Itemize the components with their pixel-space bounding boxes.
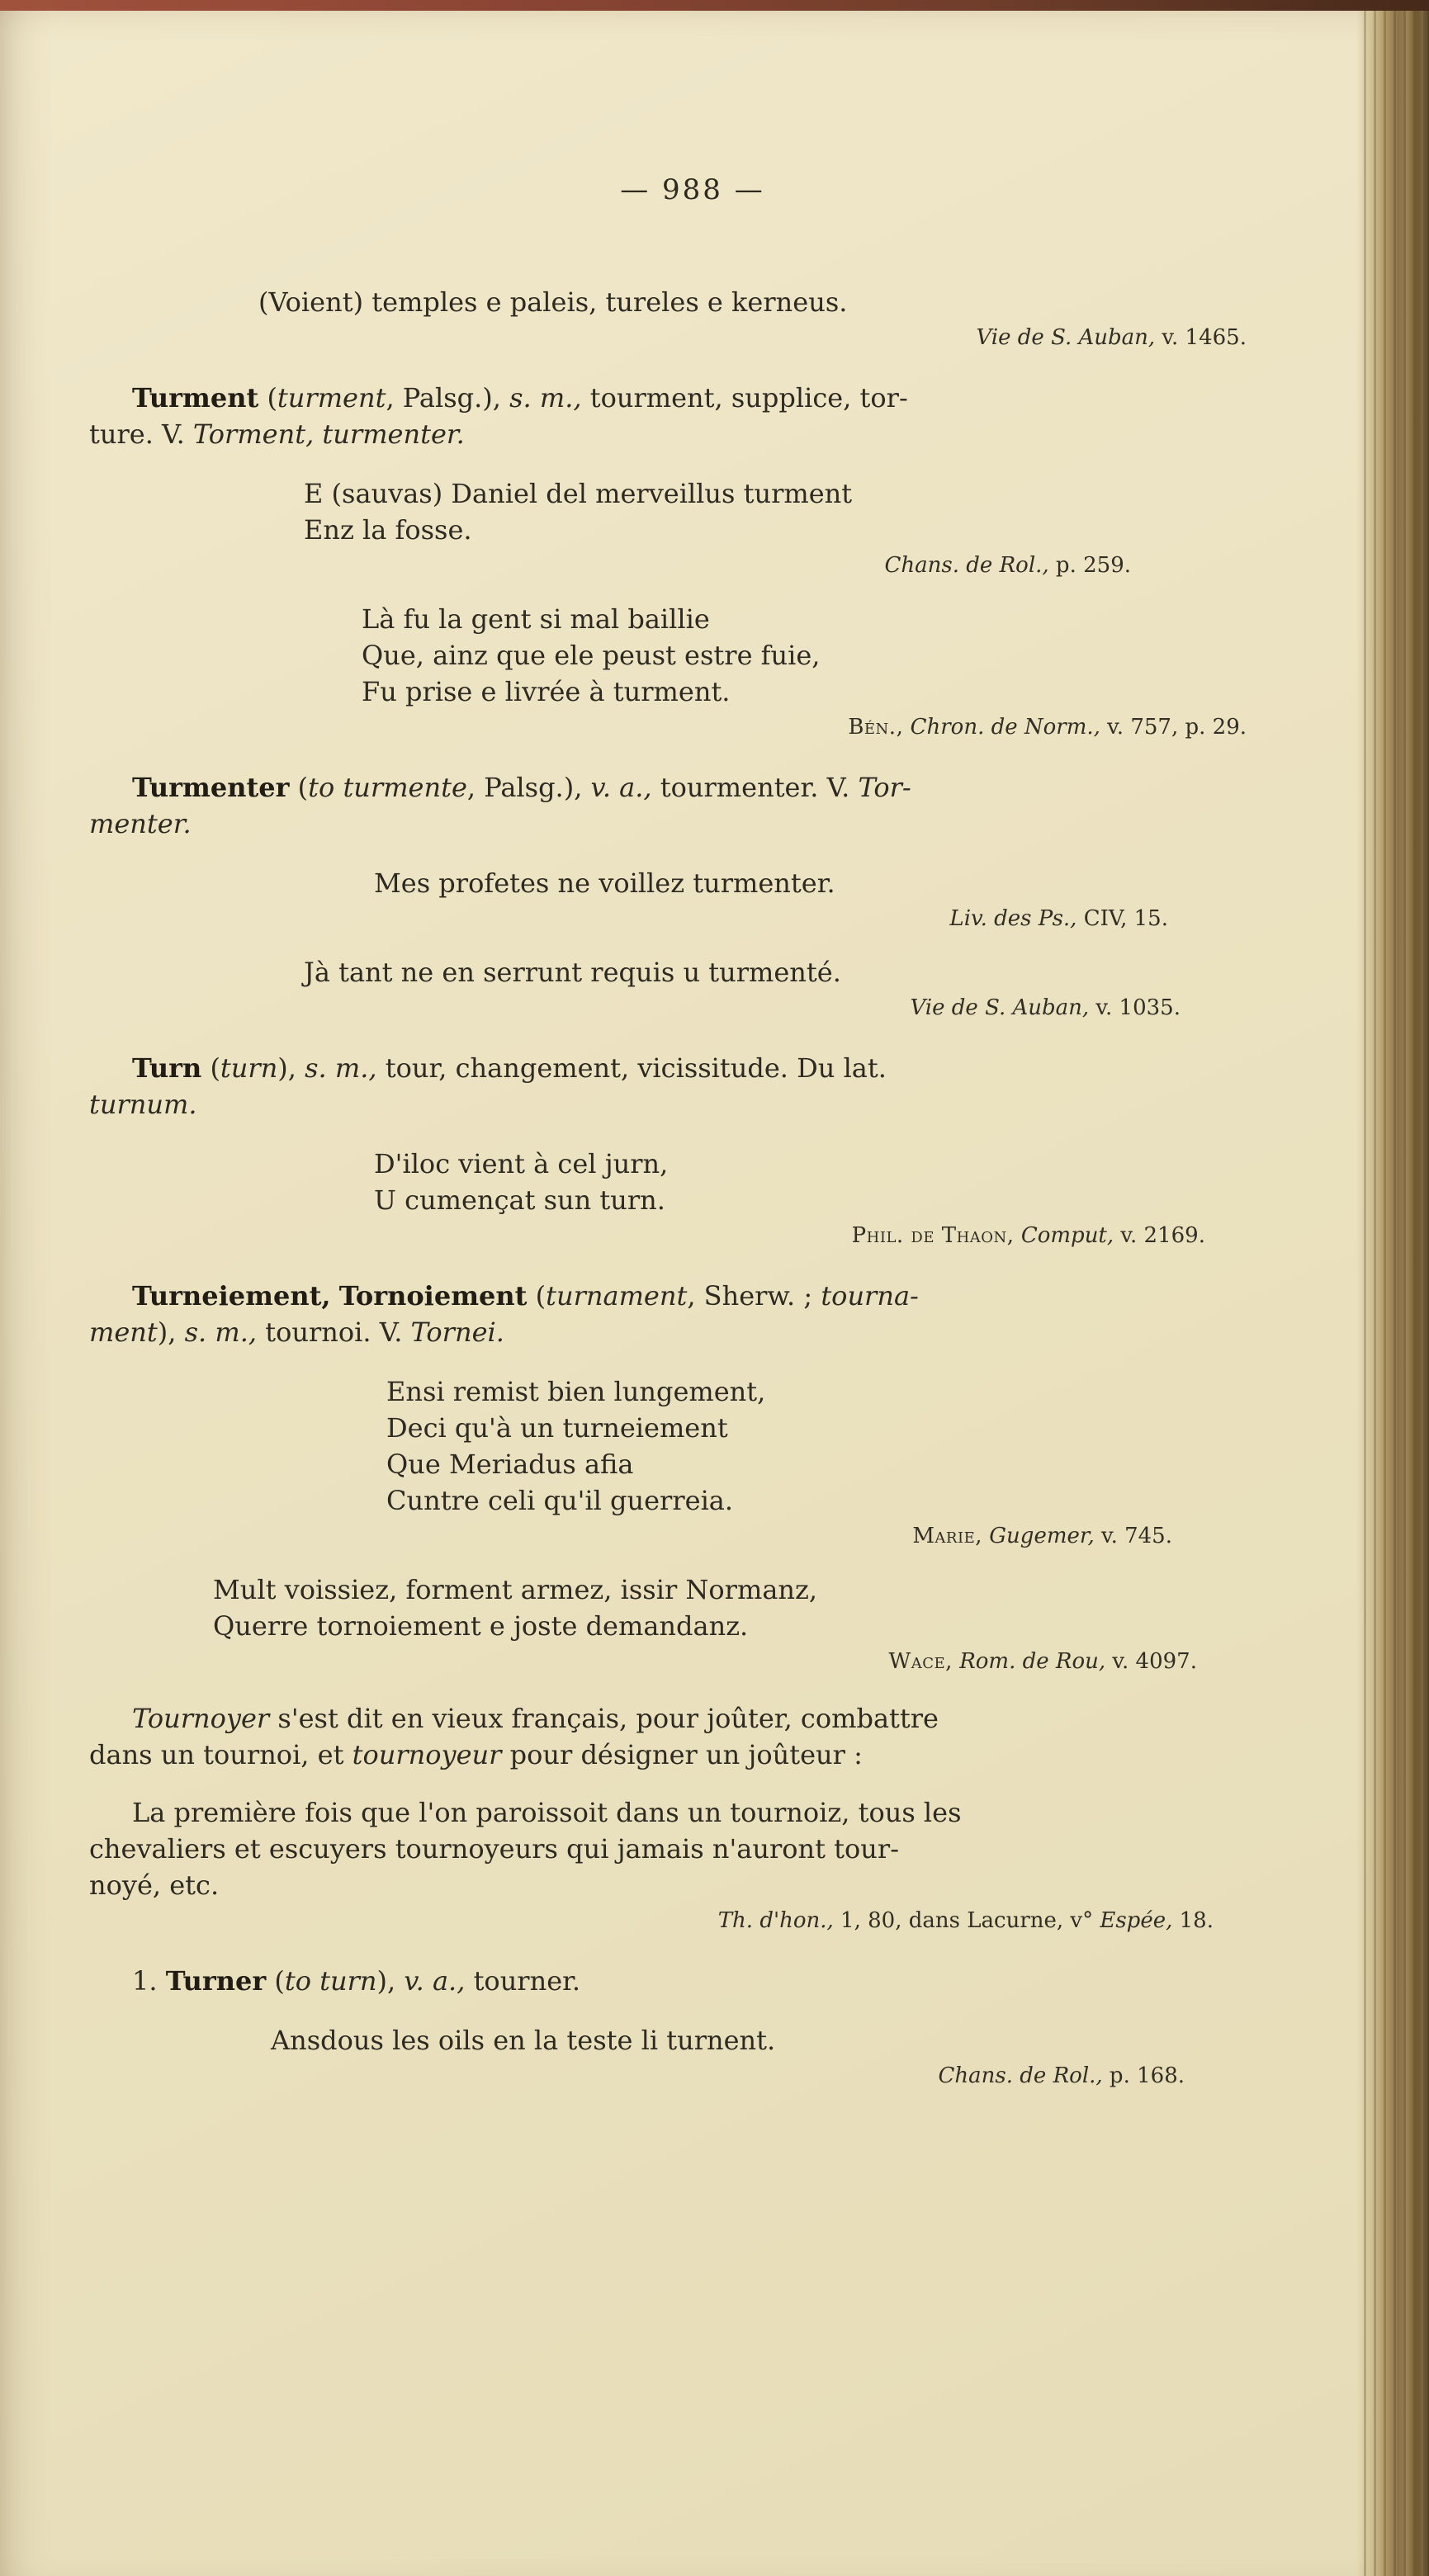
verse-quote <box>304 475 1296 548</box>
verse-line: Que Meriadus afia <box>386 1449 634 1480</box>
entry-etymon: turnament <box>546 1280 688 1312</box>
entry-text: ), <box>157 1316 185 1348</box>
entry-gram: s. m., <box>509 382 582 414</box>
citation-line <box>89 324 1296 352</box>
entry-text: ), <box>277 1052 305 1084</box>
citation-ref: CIV, 15. <box>1076 906 1168 931</box>
entry-xref: Torment, turmenter. <box>192 418 465 450</box>
citation-work: Gugemer, <box>982 1524 1095 1548</box>
paragraph-tournoyer <box>89 1700 1296 1773</box>
citation-work: Chron. de Norm., <box>903 715 1100 740</box>
verse-line: Mult voissiez, forment armez, issir Normanz, <box>213 1574 818 1605</box>
citation-line <box>89 1907 1296 1935</box>
headword: Turment <box>132 382 259 414</box>
entry-text: ), <box>376 1965 405 1997</box>
headword: Turneiement, <box>132 1280 331 1312</box>
prose-quote <box>89 1794 1296 1903</box>
citation-ref: v. 2169. <box>1114 1223 1205 1248</box>
entry-line <box>89 1278 1296 1314</box>
page-number: — 988 — <box>620 173 765 206</box>
verse-quote <box>304 954 1296 990</box>
verse-line: Mes profetes ne voillez turmenter. <box>374 867 835 899</box>
entry-line <box>89 769 1296 806</box>
prose-line: La première fois que l'on paroissoit dans un tournoiz, tous les <box>132 1797 962 1828</box>
paragraph-line <box>89 1737 1296 1773</box>
book-page-edges <box>1356 0 1429 2576</box>
citation-author: Bén., <box>848 715 904 740</box>
paragraph-text: s'est dit en vieux français, pour joûter, combattre <box>269 1703 939 1734</box>
citation-ref: 1, 80, dans Lacurne, v° <box>833 1908 1100 1933</box>
entry-etymon: ment <box>89 1316 158 1348</box>
verse-quote <box>386 1373 1296 1519</box>
entry-etymon: turn <box>220 1052 278 1084</box>
entry-text: , Sherw. ; <box>687 1280 821 1312</box>
entry-gram: v. a., <box>590 772 652 803</box>
entry-turmenter <box>89 769 1296 842</box>
headword: Turn <box>132 1052 202 1084</box>
verse-line: Cuntre celi qu'il guerreia. <box>386 1485 734 1516</box>
entry-text: , Palsg.), <box>386 382 510 414</box>
headword: Turner <box>165 1965 267 1997</box>
citation-work: Comput, <box>1014 1223 1114 1248</box>
citation-work: Liv. des Ps., <box>949 906 1077 931</box>
entry-definition: tourmenter. V. <box>651 772 859 803</box>
entry-line <box>89 380 1296 416</box>
citation-ref: v. 757, p. 29. <box>1100 715 1247 740</box>
citation-author: Marie, <box>912 1524 983 1548</box>
verse-quote <box>271 2022 1296 2058</box>
entry-gram: v. a., <box>404 1965 466 1997</box>
citation-ref: p. 259. <box>1048 553 1131 578</box>
entry-etymon: to turmente <box>308 772 467 803</box>
entry-line <box>89 416 1296 452</box>
citation-ref: v. 745. <box>1094 1524 1172 1548</box>
citation-work: Vie de S. Auban, <box>910 995 1090 1020</box>
entry-line <box>89 1086 1296 1123</box>
paragraph-text: pour désigner un joûteur : <box>501 1739 863 1770</box>
citation-line <box>89 1222 1296 1250</box>
entry-definition: tournoi. V. <box>257 1316 411 1348</box>
entry-etymon: tourna- <box>821 1280 919 1312</box>
verse-line: U cumençat sun turn. <box>374 1184 665 1216</box>
citation-work: Chans. de Rol., <box>884 553 1049 578</box>
entry-text: ( <box>289 772 309 803</box>
entry-text: , Palsg.), <box>466 772 591 803</box>
verse-quote <box>362 601 1296 710</box>
entry-turn <box>89 1050 1296 1123</box>
citation-ref: p. 168. <box>1102 2063 1185 2088</box>
headword: Tornoiement <box>338 1280 528 1312</box>
paragraph-text: dans un tournoi, et <box>89 1739 353 1770</box>
citation-line <box>89 551 1296 579</box>
entry-etymon: to turn <box>284 1965 377 1997</box>
verse-line: (Voient) temples e paleis, tureles e kerneus. <box>258 286 848 318</box>
book-top-edge <box>0 0 1429 11</box>
citation-work: Vie de S. Auban, <box>976 325 1156 350</box>
entry-text: ( <box>201 1052 220 1084</box>
entry-gram: s. m., <box>184 1316 258 1348</box>
verse-line: Deci qu'à un turneiement <box>386 1412 728 1444</box>
entry-definition: tourment, supplice, tor- <box>581 382 908 414</box>
entry-definition: tourner. <box>465 1965 581 1997</box>
headword: Turmenter <box>132 772 290 803</box>
page-content <box>89 172 1296 2111</box>
citation-line <box>89 1647 1296 1676</box>
citation-ref: v. 1465. <box>1155 325 1247 350</box>
entry-line <box>89 1050 1296 1086</box>
verse-line: Fu prise e livrée à turment. <box>362 676 731 707</box>
entry-line <box>89 1314 1296 1350</box>
verse-line: Ensi remist bien lungement, <box>386 1376 766 1407</box>
citation-line <box>89 994 1296 1022</box>
prose-line: chevaliers et escuyers tournoyeurs qui jamais n'auront tour- <box>89 1833 899 1865</box>
citation-line <box>89 1522 1296 1550</box>
citation-line <box>89 2062 1296 2090</box>
verse-quote <box>374 1146 1296 1218</box>
verse-line: D'iloc vient à cel jurn, <box>374 1148 669 1179</box>
entry-text: ( <box>258 382 277 414</box>
entry-line <box>89 806 1296 842</box>
entry-definition: ture. V. <box>89 418 193 450</box>
entry-number: 1. <box>132 1965 166 1997</box>
paragraph-line <box>89 1700 1296 1737</box>
citation-author: Phil. de Thaon, <box>851 1223 1015 1248</box>
entry-turner <box>89 1963 1296 1999</box>
verse-quote <box>374 865 1296 901</box>
verse-line: Jà tant ne en serrunt requis u turmenté. <box>304 957 841 988</box>
verse-line: Ansdous les oils en la teste li turnent. <box>271 2025 776 2056</box>
verse-line: Querre tornoiement e joste demandanz. <box>213 1610 749 1642</box>
entry-xref: menter. <box>89 808 192 839</box>
citation-work: Chans. de Rol., <box>938 2063 1103 2088</box>
verse-quote <box>258 284 1296 320</box>
verse-quote <box>213 1572 1296 1644</box>
prose-line: noyé, etc. <box>89 1869 220 1901</box>
term-italic: tournoyeur <box>352 1739 502 1770</box>
entry-text: ( <box>527 1280 547 1312</box>
citation-work: Espée, <box>1100 1908 1173 1933</box>
entry-text: ( <box>266 1965 285 1997</box>
entry-etymon: turment <box>277 382 386 414</box>
term-italic: Tournoyer <box>132 1703 270 1734</box>
citation-work: Rom. de Rou, <box>952 1649 1106 1674</box>
citation-work: Th. d'hon., <box>717 1908 834 1933</box>
verse-line: Enz la fosse. <box>304 514 472 546</box>
entry-turneiement <box>89 1278 1296 1350</box>
entry-gram: s. m., <box>305 1052 377 1084</box>
entry-definition: tour, changement, vicissitude. Du lat. <box>376 1052 887 1084</box>
citation-ref: v. 1035. <box>1089 995 1181 1020</box>
entry-xref: Tornei. <box>410 1316 504 1348</box>
verse-line: Là fu la gent si mal baillie <box>362 603 710 635</box>
citation-ref: v. 4097. <box>1105 1649 1197 1674</box>
verse-line: E (sauvas) Daniel del merveillus turment <box>304 478 853 509</box>
citation-author: Wace, <box>888 1649 953 1674</box>
citation-line <box>89 713 1296 741</box>
citation-line <box>89 905 1296 933</box>
entry-xref: Tor- <box>858 772 911 803</box>
entry-xref: turnum. <box>89 1089 197 1120</box>
entry-turment <box>89 380 1296 452</box>
citation-ref: 18. <box>1172 1908 1214 1933</box>
entry-text <box>331 1280 339 1312</box>
entry-line <box>89 1963 1296 1999</box>
verse-line: Que, ainz que ele peust estre fuie, <box>362 640 821 671</box>
